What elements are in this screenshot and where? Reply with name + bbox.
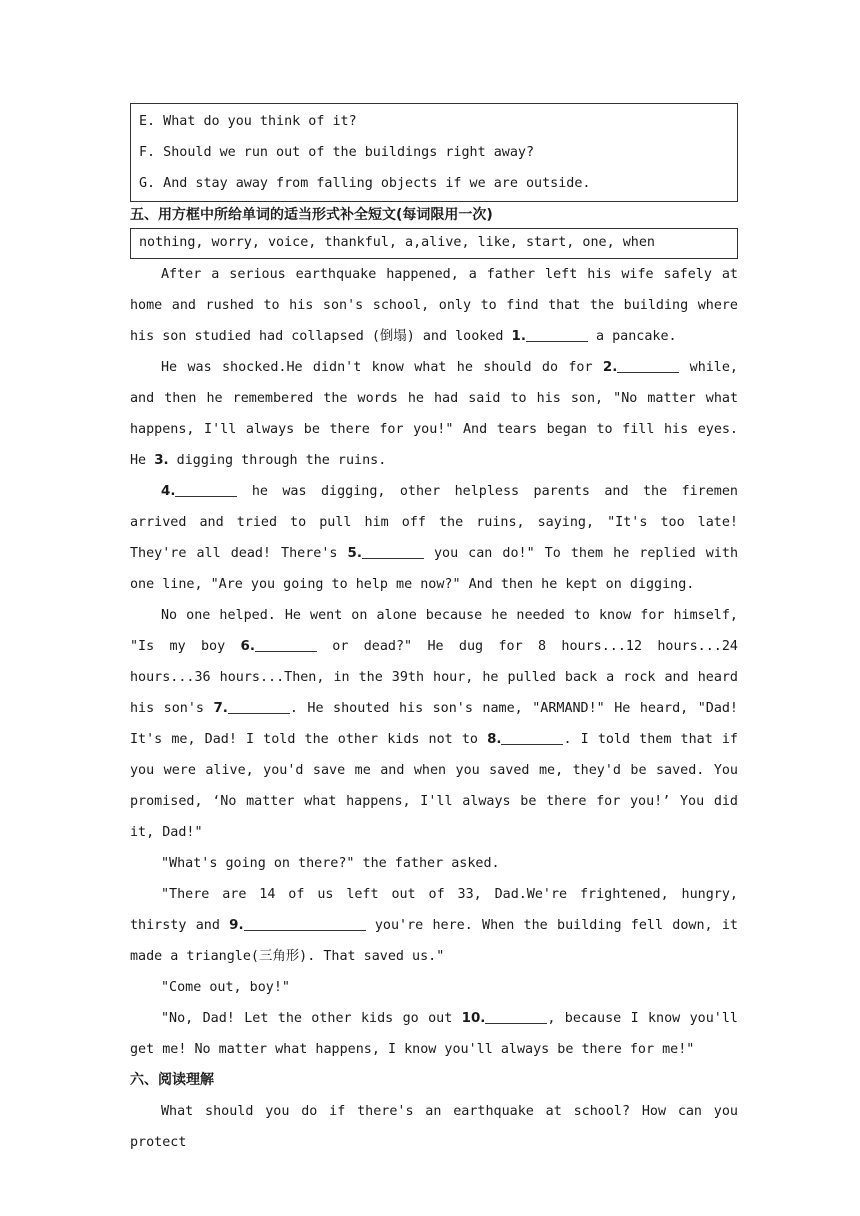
- text: or dead?" He dug for 8 hours...12 hours...24 hours...36 hours...Then, in the 39th hour, he pulled back a rock and heard his son's: [130, 639, 738, 716]
- answer-blank-7[interactable]: [228, 698, 290, 714]
- blank-number-7: 7.: [213, 701, 228, 716]
- answer-blank-4[interactable]: [175, 481, 237, 497]
- section-5-heading: 五、用方框中所给单词的适当形式补全短文(每词限用一次): [130, 207, 493, 223]
- answer-blank-2[interactable]: [617, 357, 679, 373]
- blank-number-1: 1.: [511, 329, 526, 344]
- blank-number-6: 6.: [240, 639, 255, 654]
- text: , because I know you'll get me! No matter what happens, I know you'll always be there for me!": [130, 1011, 738, 1057]
- paragraph-4: [130, 600, 738, 848]
- blank-number-4: 4.: [161, 484, 176, 499]
- answer-blank-10[interactable]: [485, 1008, 547, 1024]
- text: while, and then he remembered the words he had said to his son, "No matter what happens, I'll always be there for you!" And tears began to fill his eyes. He: [130, 360, 738, 468]
- paragraph-8: [130, 1003, 738, 1065]
- paragraph-7: "Come out, boy!": [161, 980, 290, 995]
- blank-number-9: 9.: [229, 918, 244, 933]
- paragraph-2: [130, 352, 738, 476]
- word-bank-box: [130, 228, 738, 259]
- text: "No, Dad! Let the other kids go out: [161, 1011, 462, 1026]
- word-bank: nothing, worry, voice, thankful, a,alive, like, start, one, when: [139, 235, 655, 250]
- option-g: G. And stay away from falling objects if we are outside.: [139, 176, 591, 191]
- text: After a serious earthquake happened, a father left his wife safely at home and rushed to his son's school, only to find that the building where his son studied had collapsed (倒塌) and looked: [130, 267, 738, 344]
- text: you can do!" To them he replied with one line, "Are you going to help me now?" And then he kept on digging.: [130, 546, 739, 592]
- answer-blank-6[interactable]: [255, 636, 317, 652]
- blank-number-3: 3.: [154, 453, 169, 468]
- document-page: [130, 103, 738, 1158]
- text: digging through the ruins.: [168, 453, 387, 468]
- blank-number-10: 10.: [461, 1011, 486, 1026]
- answer-blank-1[interactable]: [526, 326, 588, 342]
- text: you're here. When the building fell down, it made a triangle(三角形). That saved us.": [130, 918, 738, 964]
- paragraph-5: "What's going on there?" the father asked.: [161, 856, 500, 871]
- passage: [130, 259, 738, 1065]
- text: . He shouted his son's name, "ARMAND!" He heard, "Dad! It's me, Dad! I told the other kids not to: [130, 701, 738, 747]
- answer-blank-5[interactable]: [362, 543, 424, 559]
- blank-number-8: 8.: [487, 732, 502, 747]
- section-6-paragraph: What should you do if there's an earthquake at school? How can you protect: [130, 1104, 738, 1150]
- section-6-heading: 六、阅读理解: [130, 1072, 214, 1088]
- blank-number-5: 5.: [347, 546, 362, 561]
- paragraph-6: [130, 879, 738, 972]
- text: He was shocked.He didn't know what he should do for: [161, 360, 603, 375]
- options-box: [130, 103, 738, 202]
- paragraph-3: [130, 476, 738, 600]
- option-e: E. What do you think of it?: [139, 114, 357, 129]
- blank-number-2: 2.: [602, 360, 618, 375]
- text: "There are 14 of us left out of 33, Dad.We're frightened, hungry, thirsty and: [130, 887, 738, 933]
- text: No one helped. He went on alone because he needed to know for himself, "Is my boy: [130, 608, 738, 654]
- answer-blank-8[interactable]: [501, 729, 563, 745]
- answer-blank-9[interactable]: [244, 915, 366, 931]
- text: . I told them that if you were alive, you'd save me and when you saved me, they'd be saved. You promised, ‘No matter what happens, I'll always be there for you!’ You did it, Dad!": [130, 732, 738, 840]
- text: he was digging, other helpless parents and the firemen arrived and tried to pull him off the ruins, saying, "It's too late! They're all dead! There's: [130, 484, 738, 561]
- text: a pancake.: [587, 329, 677, 344]
- option-f: F. Should we run out of the buildings right away?: [139, 145, 535, 160]
- paragraph-1: [130, 259, 738, 352]
